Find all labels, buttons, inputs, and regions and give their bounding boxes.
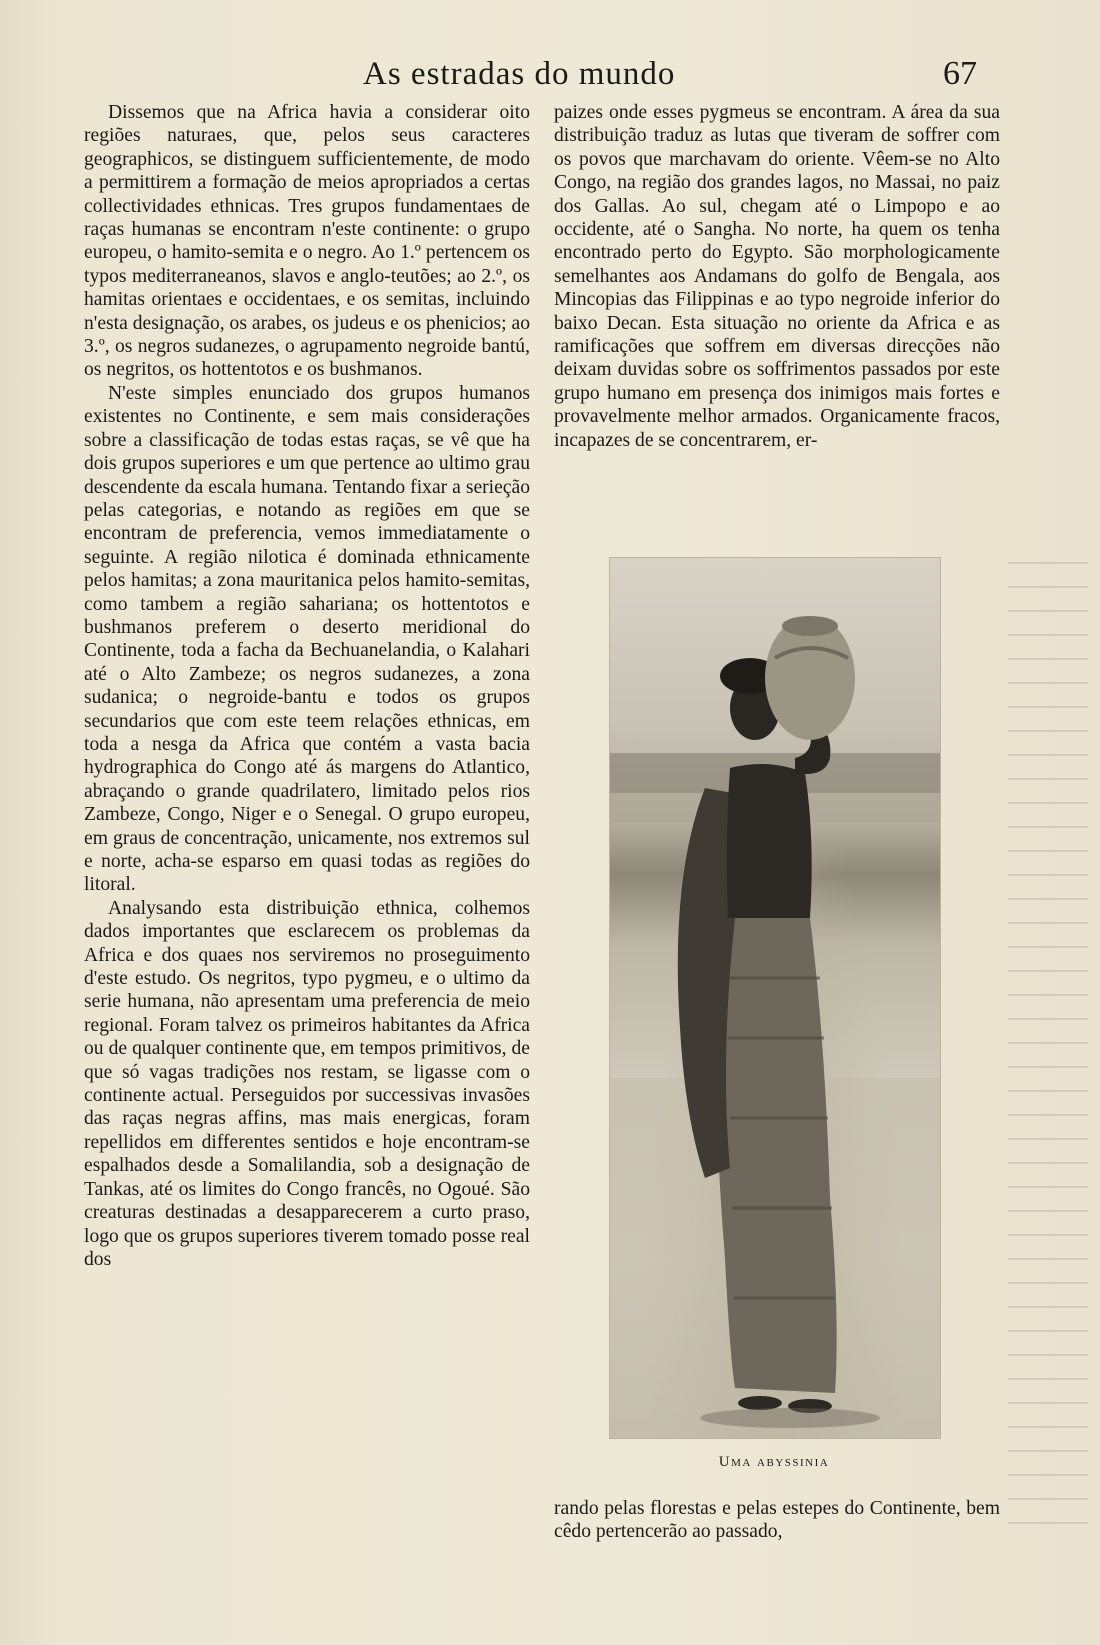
right-column-bottom [554, 1497, 1000, 1544]
paragraph-1: Dissemos que na Africa havia a considerar oito regiões naturaes, que, pelos seus caracteres geographicos, se distinguem sufficientemente, de modo a permittirem a formação de meios apropriados a certas collectividades ethnicas. Tres grupos fundamentaes de raças humanas se encontram n'este continente: o grupo europeu, o hamito-semita e o negro. Ao 1.º pertencem os typos mediterraneanos, slavos e anglo-teutões; ao 2.º, os hamitas orientaes e occidentaes, e os semitas, incluindo n'esta designação, os arabes, os judeus e os phenicios; ao 3.º, os negros sudanezes, o agrupamento negroide bantú, os negritos, os hottentotos e os bushmanos. [84, 102, 530, 381]
running-title: As estradas do mundo [363, 56, 676, 92]
show-through-bleed [1008, 540, 1088, 1540]
paragraph-2: N'este simples enunciado dos grupos humanos existentes no Continente, e sem mais considerações sobre a classificação de todas estas raças, se vê que ha dois grupos superiores e um que pertence ao ultimo grau descendente da escala humana. Tentando fixar a serieção pelas categorias, e notando as regiões em que se encontram de preferencia, vemos immediatamente o seguinte. A região nilotica é dominada ethnicamente pelos hamitas; a zona mauritanica pelos hamito-semitas, como tambem a região sahariana; os hottentotos e bushmanos preferem o deserto meridional do Continente, toda a facha da Bechuanelandia, o Kalahari até o Alto Zambeze; os negros sudanezes, a zona sudanica; o negroide-bantu e todos os grupos secundarios que com este teem relações ethnicas, em toda a nesga da Africa que contém a vasta bacia hydrographica do Congo até ás margens do Atlantico, abraçando o grande quadrilatero, limitado pelos rios Zambeze, Congo, Niger e o Senegal. O grupo europeu, em graus de concentração, unicamente, nos extremos sul e norte, acha-se esparso em quasi todas as regiões do litoral. [84, 382, 530, 896]
left-column [84, 101, 530, 1271]
right-paragraph-end: rando pelas florestas e pelas estepes do Continente, bem cêdo pertencerão ao passado, [554, 1498, 1000, 1543]
page-header [0, 50, 1100, 98]
right-column-top [554, 101, 1000, 452]
photo-illustration [609, 557, 941, 1439]
right-paragraph-continued: paizes onde esses pygmeus se encontram. A área da sua distribuição traduz as lutas que tiveram de soffrer com os povos que marchavam do oriente. Vêem-se no Alto Congo, na região dos grandes lagos, no Massai, no paiz dos Gallas. Ao sul, chegam até o Limpopo e ao occidente, até o Sangha. No norte, ha quem os tenha encontrado perto do Egypto. São morphologicamente semelhantes aos Andamans do golfo de Bengala, aos Mincopias das Filippinas e ao typo negroide inferior do baixo Decan. Esta situação no oriente da Africa e as ramificações que soffrem em diversas direcções não deixam duvidas sobre os soffrimentos passados por este grupo humano em presença dos inimigos mais fortes e provavelmente melhor armados. Organicamente fracos, incapazes de se concentrarem, er- [554, 102, 1000, 451]
page-number: 67 [943, 55, 977, 92]
figure-caption: Uma abyssinia [718, 1454, 830, 1470]
woman-with-jar-photo [610, 558, 940, 1438]
paragraph-3: Analysando esta distribuição ethnica, colhemos dados importantes que esclarecem os problemas da Africa e dos quaes nos serviremos no proseguimento d'este estudo. Os negritos, typo pygmeu, e o ultimo da serie humana, não apresentam uma preferencia de meio regional. Foram talvez os primeiros habitantes da Africa ou de qualquer continente que, em tempos primitivos, de que só vagas tradições nos restam, se ligasse com o continente actual. Perseguidos por successivas invasões das raças negras affins, mas mais energicas, foram repellidos em differentes sentidos e hoje encontram-se espalhados desde a Somalilandia, sob a designação de Tankas, até os limites do Congo francês, no Ogoué. São creaturas destinadas a desapparecerem a curto praso, logo que os grupos superiores tiverem tomado posse real dos [84, 897, 530, 1270]
